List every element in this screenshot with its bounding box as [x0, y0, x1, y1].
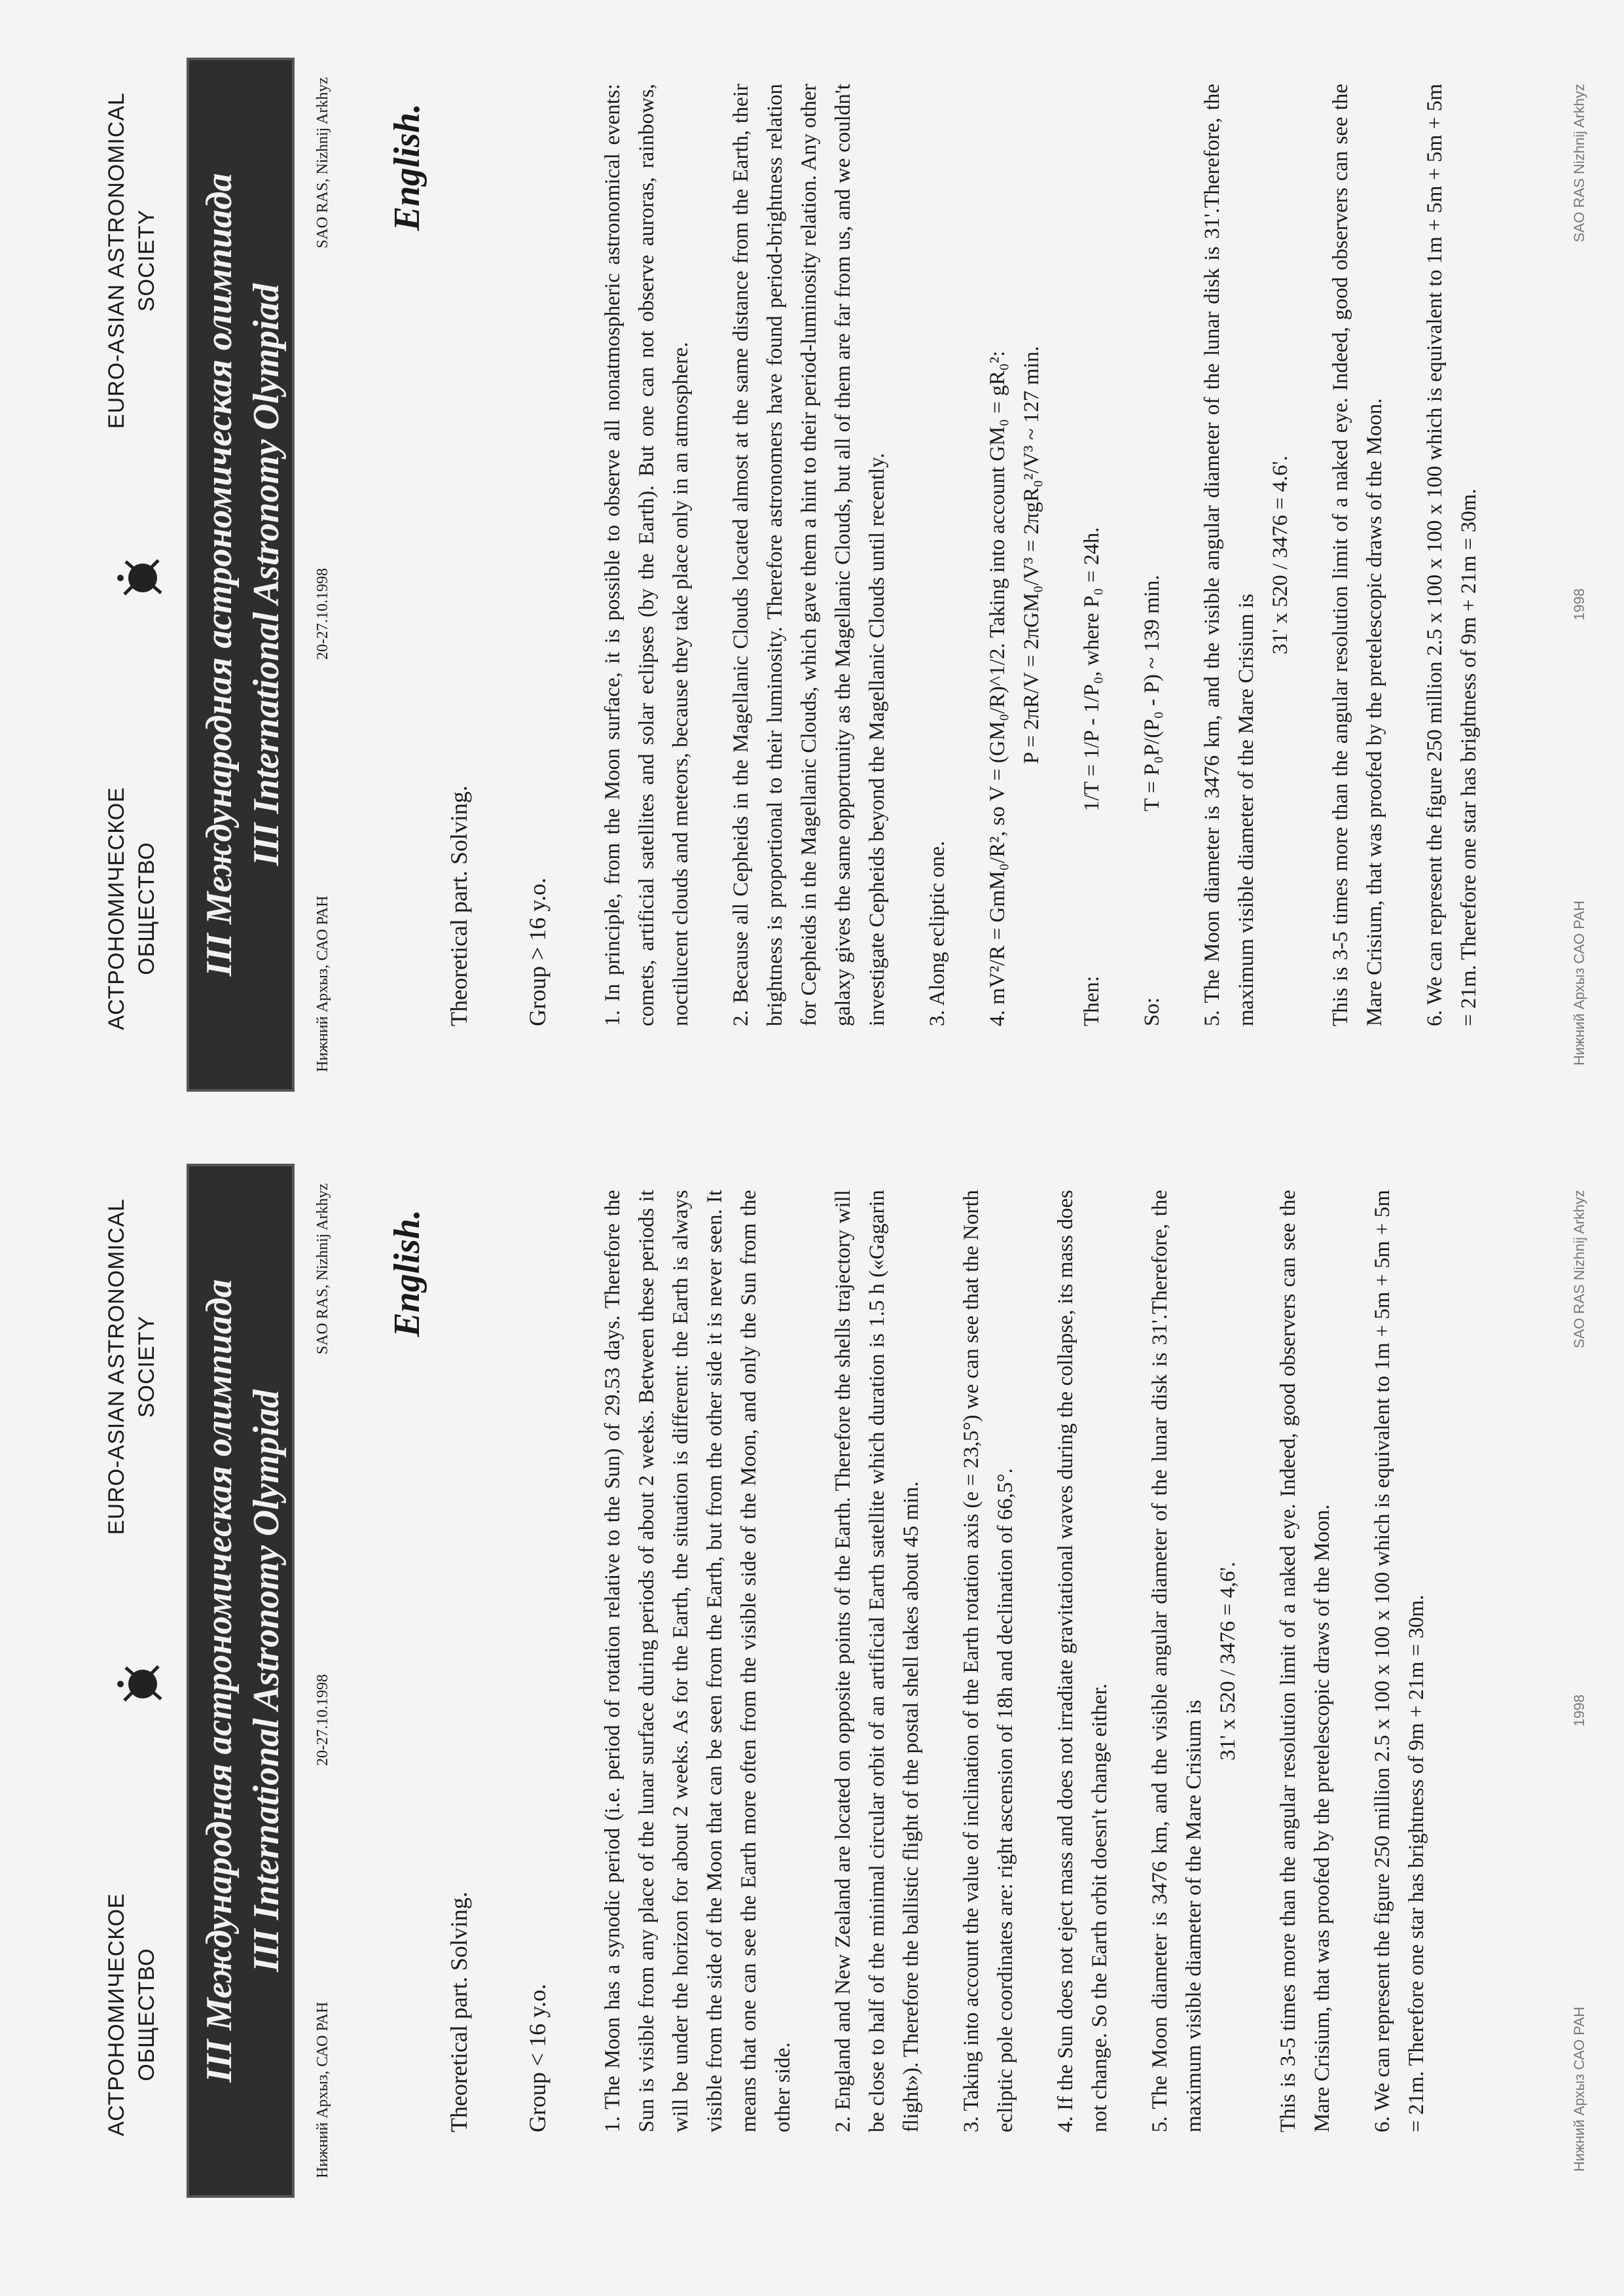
org-name-ru: АСТРОНОМИЧЕСКОЕ ОБЩЕСТВО	[104, 787, 159, 1030]
solution-5-note: This is 3-5 times more than the angular resolution limit of a naked eye. Indeed, good observers can see the Mare Crisium, that was proofed by the pretelescopic draws of the Moon.	[1329, 84, 1386, 1026]
page-footer	[1571, 84, 1597, 1066]
then-formula: 1/T = 1/P - 1/P₀, where P₀ = 24h.	[1080, 527, 1104, 812]
solution-4: 4. If the Sun does not eject mass and does not irradiate gravitational waves during the collapse, its mass does not change. So the Earth orbit doesn't change either.	[1054, 1190, 1111, 2132]
group-title: Group < 16 y.o.	[524, 1984, 550, 2132]
footer-left: Нижний Архыз САО РАН	[1571, 901, 1587, 1066]
place-en: SAO RAS, Nizhnij Arkhyz	[314, 1183, 331, 1355]
solution-5-formula: 31' x 520 / 3476 = 4,6'.	[1216, 1562, 1240, 1761]
footer-right: SAO RAS Nizhnij Arkhyz	[1571, 84, 1587, 243]
subheader	[314, 71, 340, 1079]
language-label: English.	[387, 103, 427, 231]
olympiad-banner	[187, 58, 295, 1092]
footer-year: 1998	[1571, 588, 1587, 620]
place-ru: Нижний Архыз, САО РАН	[314, 2001, 331, 2178]
language-label: English.	[387, 1210, 427, 1337]
footer-year: 1998	[1571, 1695, 1587, 1727]
place-ru: Нижний Архыз, САО РАН	[314, 895, 331, 1072]
solution-5: 5. The Moon diameter is 3476 km, and the visible angular diameter of the lunar disk is 31'.Therefore, the maximum visible diameter of the Mare Crisium is	[1200, 84, 1258, 1026]
footer-left: Нижний Архыз САО РАН	[1571, 2007, 1587, 2172]
solution-5-note: This is 3-5 times more than the angular resolution limit of a naked eye. Indeed, good observers can see the Mare Crisium, that was proofed by the pretelescopic draws of the Moon.	[1276, 1190, 1334, 2132]
footer-right: SAO RAS Nizhnij Arkhyz	[1571, 1190, 1587, 1349]
event-dates: 20-27.10.1998	[314, 568, 331, 660]
subheader	[314, 1177, 340, 2185]
part-title: Theoretical part. Solving.	[446, 1892, 472, 2132]
so-label: So:	[1140, 997, 1164, 1026]
society-logo-icon	[111, 1655, 170, 1713]
then-line	[1075, 84, 1109, 1026]
org-name-ru: АСТРОНОМИЧЕСКОЕ ОБЩЕСТВО	[104, 1893, 159, 2136]
solutions-body	[596, 1190, 1460, 2132]
org-name-en: EURO-ASIAN ASTRONOMICAL SOCIETY	[104, 92, 159, 429]
banner-title-en: III International Astronomy Olympiad	[246, 283, 287, 866]
banner-title-ru: III Международная астрономическая олимпиада	[199, 173, 240, 977]
solution-4: 4. mV²/R = GmM₀/R², so V = (GM₀/R)^1/2. Taking into account GM₀ = gR₀²:	[986, 350, 1009, 1026]
then-label: Then:	[1080, 976, 1104, 1026]
banner-title-ru: III Международная астрономическая олимпиада	[199, 1279, 240, 2083]
solution-5-formula: 31' x 520 / 3476 = 4.6'.	[1269, 456, 1292, 655]
solution-6: 6. We can represent the figure 250 million 2.5 x 100 x 100 x 100 which is equivalent to 1m + 5m + 5m + 5m = 21m. Therefore one star has brightness of 9m + 21m = 30m.	[1371, 1190, 1428, 2132]
page-footer	[1571, 1190, 1597, 2172]
so-line	[1135, 84, 1169, 1026]
group-title: Group > 16 y.o.	[524, 878, 550, 1026]
solution-1: 1. In principle, from the Moon surface, it is possible to observe all nonatmospheric astronomical events: comets, artificial satellites and solar eclipses (by the Earth). But one can not observe auroras, rainbows, noctilucent clouds and meteors, because they take place only in an atmosphere.	[601, 84, 693, 1026]
event-dates: 20-27.10.1998	[314, 1674, 331, 1766]
page-right	[39, 45, 1597, 1105]
page-left	[39, 1151, 1597, 2211]
so-formula: T = P₀P/(P₀ - P) ~ 139 min.	[1140, 575, 1164, 812]
solution-6: 6. We can represent the figure 250 million 2.5 x 100 x 100 x 100 which is equivalent to 1m + 5m + 5m + 5m = 21m. Therefore one star has brightness of 9m + 21m = 30m.	[1423, 84, 1481, 1026]
solutions-body	[596, 84, 1512, 1026]
society-logo-icon	[111, 548, 170, 607]
solution-2: 2. Because all Cepheids in the Magellanic Clouds located almost at the same distance from the Earth, their brightness is proportional to their luminosity. Therefore astronomers have found period-brightness relation for Cepheids in the Magellanic Clouds, which gave them a hint to their period-luminosity relation. Any other galaxy gives the same opportunity as the Magellanic Clouds, but all of them are far from us, and we couldn't investigate Cepheids beyond the Magellanic Clouds until recently.	[729, 84, 889, 1026]
solution-5: 5. The Moon diameter is 3476 km, and the visible angular diameter of the lunar disk is 31'.Therefore, the maximum visible diameter of the Mare Crisium is	[1148, 1190, 1206, 2132]
solution-1: 1. The Moon has a synodic period (i.e. period of rotation relative to the Sun) of 29.53 days. Therefore the Sun is visible from any place of the lunar surface during periods of about 2 weeks. Between these periods it will be under the horizon for about 2 weeks. As for the Earth, the situation is different: the Earth is always visible from the side of the Moon that can be seen from the Earth, but from the other side it is never seen. It means that one can see the Earth more often from the visible side of the Moon, and only the Sun from the other side.	[601, 1190, 795, 2132]
solution-3: 3. Taking into account the value of inclination of the Earth rotation axis (e = 23,5°) we can see that the North ecliptic pole coordinates are: right ascension of 18h and declination of 66,5°.	[960, 1190, 1017, 2132]
olympiad-banner	[187, 1164, 295, 2198]
solution-3: 3. Along ecliptic one.	[926, 840, 949, 1026]
org-name-en: EURO-ASIAN ASTRONOMICAL SOCIETY	[104, 1198, 159, 1535]
place-en: SAO RAS, Nizhnij Arkhyz	[314, 77, 331, 249]
solution-4-formula: P = 2πR/V = 2πGM₀/V³ = 2πgR₀²/V³ ~ 127 min.	[1020, 346, 1043, 764]
banner-title-en: III International Astronomy Olympiad	[246, 1390, 287, 1972]
solution-2: 2. England and New Zealand are located on opposite points of the Earth. Therefore the shells trajectory will be close to half of the minimal circular orbit of an artificial Earth satellite which duration is 1.5 h («Gagarin flight»). Therefore the ballistic flight of the postal shell takes about 45 min.	[831, 1190, 923, 2132]
part-title: Theoretical part. Solving.	[446, 785, 472, 1026]
